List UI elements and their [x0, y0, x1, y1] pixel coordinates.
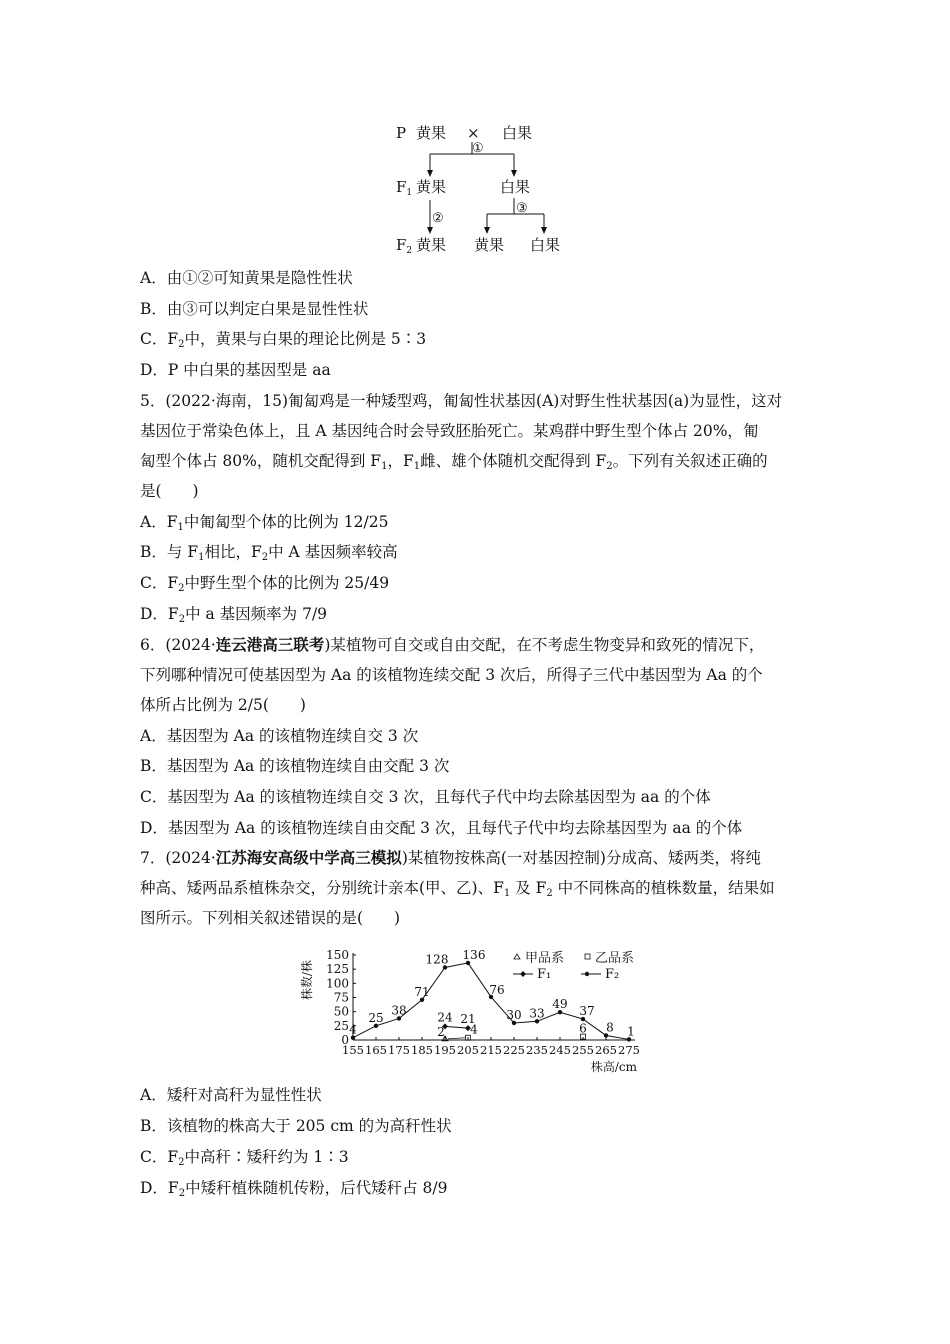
f2-label: $F_2$: [396, 236, 413, 256]
q6-stem-line-1: 6．(2024·连云港高三联考)某植物可自交或自由交配，在不考虑生物变异和致死的情况下，: [140, 635, 765, 654]
pedigree-diagram: [390, 120, 590, 265]
q7-option-c: C．$F_2$中高秆∶矮秆约为 1∶3: [140, 1148, 349, 1168]
q7-stem-line-2: 种高、矮两品系植株杂交，分别统计亲本(甲、乙)、$F_1$ 及 $F_2$ 中不同株高的植株数量，结果如: [140, 879, 775, 899]
f2-data-label: 25: [368, 1010, 384, 1025]
f2-data-label: 49: [552, 997, 568, 1012]
p-white: 白果: [502, 124, 533, 142]
q7-stem-line-3: 图所示。下列相关叙述错误的是( ): [140, 909, 401, 927]
x-tick-label: 235: [526, 1043, 548, 1057]
f2-data-label: 128: [425, 952, 449, 967]
x-tick-label: 155: [342, 1043, 364, 1057]
legend-f2-label: F₂: [605, 967, 620, 982]
q6-option-b: B．基因型为 Aa 的该植物连续自由交配 3 次: [140, 757, 450, 775]
f2-data-label: 30: [506, 1008, 522, 1022]
legend-yi-label: 乙品系: [595, 951, 635, 966]
f1-series-line: [445, 1026, 468, 1028]
q7-option-d: D．$F_2$中矮秆植株随机传粉，后代矮秆占 8/9: [140, 1179, 448, 1199]
f2-yellow-right: 黄果: [474, 236, 505, 254]
q5-stem-line-4: 是( ): [140, 482, 199, 500]
f2-data-label: 76: [489, 982, 505, 997]
x-tick-label: 165: [365, 1043, 387, 1057]
q6-stem-line-3: 体所占比例为 2/5( ): [140, 696, 306, 714]
q7-stem-line-1: 7．(2024·江苏海安高级中学高三模拟)某植物按株高(一对基因控制)分成高、矮两类，将纯: [140, 848, 761, 867]
q5-stem-line-3: 匐型个体占 80%，随机交配得到 $F_1$，$F_1$雌、雄个体随机交配得到 $F_2$。下列有关叙述正确的: [140, 452, 768, 472]
q6-option-d: D．基因型为 Aa 的该植物连续自由交配 3 次，且每代子代中均去除基因型为 aa 的个体: [140, 819, 743, 837]
q5-option-d: D．$F_2$中 a 基因频率为 7/9: [140, 605, 328, 625]
f2-data-label: 136: [462, 947, 486, 962]
legend-jia-marker: [514, 954, 520, 959]
p-label: P: [396, 124, 407, 142]
y-tick-label: 100: [326, 976, 349, 991]
f2-data-label: 37: [579, 1004, 595, 1019]
f1-white: 白果: [500, 178, 531, 196]
q6-option-a: A．基因型为 Aa 的该植物连续自交 3 次: [140, 727, 419, 745]
step-1: ①: [472, 141, 484, 156]
legend-jia-label: 甲品系: [525, 951, 565, 966]
x-tick-label: 215: [480, 1043, 502, 1057]
x-tick-label: 185: [411, 1043, 433, 1057]
q5-option-a: A．$F_1$中匍匐型个体的比例为 12/25: [140, 513, 389, 533]
cross-symbol: ×: [467, 124, 480, 142]
y-tick-label: 125: [326, 962, 349, 977]
x-tick-label: 205: [457, 1043, 479, 1057]
x-tick-label: 175: [388, 1043, 410, 1057]
q6-option-c: C．基因型为 Aa 的该植物连续自交 3 次，且每代子代中均去除基因型为 aa 的个体: [140, 788, 711, 806]
f2-data-label: 33: [529, 1006, 545, 1021]
q5-option-b: B．与 $F_1$相比，$F_2$中 A 基因频率较高: [140, 543, 398, 563]
f2-data-label: 8: [606, 1020, 614, 1035]
x-tick-label: 245: [549, 1043, 571, 1057]
jia-data-label: 2: [437, 1024, 445, 1039]
x-tick-label: 255: [572, 1043, 594, 1057]
legend-yi-marker: [585, 954, 590, 959]
q7-option-b: B．该植物的株高大于 205 cm 的为高秆性状: [140, 1117, 452, 1135]
f1-data-label: 24: [437, 1010, 453, 1025]
q5-stem-line-1: 5．(2022·海南，15)匍匐鸡是一种矮型鸡，匍匐性状基因(A)对野生性状基因(a)为显性，这对: [140, 392, 783, 410]
f2-data-label: 1: [627, 1024, 635, 1039]
x-tick-label: 225: [503, 1043, 525, 1057]
p-yellow: 黄果: [416, 124, 447, 142]
q4-option-d: D．P 中白果的基因型是 aa: [140, 361, 331, 379]
step-3: ③: [516, 201, 528, 216]
y-axis-label: 株数/株: [300, 959, 314, 1001]
f1-yellow: 黄果: [416, 178, 447, 196]
legend-f2-marker: [585, 972, 589, 976]
q5-stem-line-2: 基因位于常染色体上，且 A 基因纯合时会导致胚胎死亡。某鸡群中野生型个体占 20%，匍: [140, 422, 759, 440]
q6-stem-line-2: 下列哪种情况可使基因型为 Aa 的该植物连续交配 3 次后，所得子三代中基因型为 Aa 的个: [140, 666, 763, 684]
plant-height-chart: [295, 940, 665, 1075]
q4-option-b: B．由③可以判定白果是显性性状: [140, 300, 369, 318]
f2-data-label: 4: [349, 1022, 357, 1037]
f2-data-label: 71: [414, 984, 430, 999]
q4-option-c: C．$F_2$中，黄果与白果的理论比例是 5∶3: [140, 330, 427, 350]
yi-connector: [448, 1038, 465, 1039]
x-tick-label: 265: [595, 1043, 617, 1057]
y-tick-label: 75: [333, 990, 349, 1005]
f2-data-label: 38: [391, 1003, 407, 1018]
q5-option-c: C．$F_2$中野生型个体的比例为 25/49: [140, 574, 390, 594]
y-tick-label: 50: [333, 1004, 349, 1019]
q4-option-a: A．由①②可知黄果是隐性性状: [140, 269, 353, 287]
x-tick-label: 195: [434, 1043, 456, 1057]
legend-f1-label: F₁: [537, 967, 552, 982]
x-tick-label: 275: [618, 1043, 640, 1057]
f1-label: $F_1$: [396, 178, 413, 198]
step-2: ②: [432, 211, 444, 226]
f2-white: 白果: [530, 236, 561, 254]
x-axis-label: 株高/cm: [590, 1060, 637, 1074]
q7-option-a: A．矮秆对高秆为显性性状: [140, 1086, 322, 1104]
f1-data-label: 21: [460, 1012, 476, 1027]
f2-yellow-left: 黄果: [416, 236, 447, 254]
yi-data-label: 4: [470, 1022, 478, 1037]
legend-f1-marker: [520, 971, 526, 977]
y-tick-label: 25: [333, 1018, 349, 1033]
y-tick-label: 0: [341, 1033, 349, 1047]
y-tick-label: 150: [326, 948, 349, 962]
yi-data-label: 6: [579, 1021, 587, 1036]
